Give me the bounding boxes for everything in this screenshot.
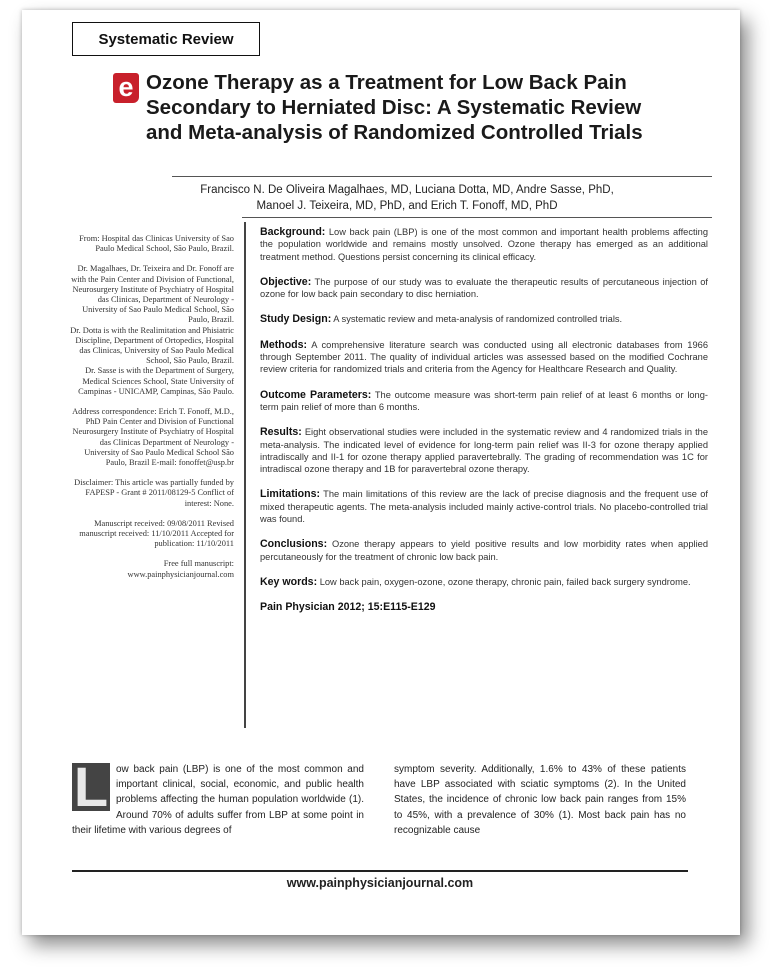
body-text-left: ow back pain (LBP) is one of the most common and important clinical, social, economic, and public health problems affecting the human population worldwide (1). Around 70% of adults suffer from LBP at some point in their lifetime with various degrees of bbox=[72, 764, 364, 836]
design-label: Study Design: bbox=[260, 313, 332, 326]
results-text: Eight observational studies were included in the systematic review and 4 randomized trials in the meta-analysis. The indicated level of evidence for long-term pain relief was II-3 for ozone therapy applied intradiscally and II-1 for ozone therapy applied paravertebrally. The grading of recommendation was 1C for intradiscal ozone therapy and 1B for paravertebral ozone therapy. bbox=[260, 427, 708, 475]
limitations-label: Limitations: bbox=[260, 488, 321, 501]
abstract-background bbox=[260, 226, 708, 263]
keywords-text: Low back pain, oxygen-ozone, ozone therapy, chronic pain, failed back surgery syndrome. bbox=[317, 576, 691, 587]
title-divider bbox=[172, 176, 712, 177]
keywords-label: Key words: bbox=[260, 575, 318, 588]
abstract-outcome bbox=[260, 389, 708, 414]
affiliation-note-2: Dr. Dotta is with the Realimitation and Phisiatric Discipline, Department of Ortopedics, Hospital das Clinicas, University of Sao Paulo Medical School, São Paulo, Brazil. bbox=[70, 325, 234, 366]
abstract-methods bbox=[260, 339, 708, 376]
disclaimer: Disclaimer: This article was partially funded by FAPESP - Grant # 2011/08129-5 Conflict of interest: None. bbox=[74, 478, 234, 508]
affiliation-note-1: Dr. Magalhaes, Dr. Teixeira and Dr. Fonoff are with the Pain Center and Division of Functional, Neurosurgery Institute of Psychiatry of Hospital das Clinicas, Department of Neurology - University of Sao Paulo Medical School, São Paulo, Brazil. bbox=[71, 264, 234, 325]
abstract-limitations bbox=[260, 488, 708, 525]
authors-divider bbox=[242, 217, 712, 218]
affiliation-note-3: Dr. Sasse is with the Department of Surgery, Medical Sciences School, State University of Campinas - UNICAMP, Campinas, São Paulo. bbox=[78, 366, 234, 396]
journal-citation: Pain Physician 2012; 15:E115-E129 bbox=[260, 601, 436, 614]
conclusions-text: Ozone therapy appears to yield positive results and low morbidity rates when applied percutaneously for the treatment of chronic low back pain. bbox=[260, 539, 708, 562]
abstract-conclusions bbox=[260, 538, 708, 563]
abstract bbox=[244, 222, 708, 728]
footer-divider bbox=[72, 870, 688, 872]
conclusions-label: Conclusions: bbox=[260, 538, 328, 551]
body-column-left bbox=[72, 755, 364, 838]
drop-cap: L bbox=[73, 755, 109, 818]
correspondence: Address correspondence: Erich T. Fonoff, M.D., PhD Pain Center and Division of Functional Neurosurgery Institute of Psychiatry of Hospital das Clinicas Department of Neurology - University of Sao Paulo Medical School São Paulo, Brazil E-mail: fonoffet@usp.br bbox=[72, 407, 234, 468]
abstract-design bbox=[260, 313, 708, 325]
abstract-results bbox=[260, 426, 708, 475]
manuscript-dates: Manuscript received: 09/08/2011 Revised manuscript received: 11/10/2011 Accepted for publication: 11/10/2011 bbox=[79, 518, 234, 549]
outcome-label: Outcome Parameters: bbox=[260, 388, 372, 401]
affiliation-from: From: Hospital das Clinicas University of Sao Paulo Medical School, São Paulo, Brazil. bbox=[79, 234, 234, 254]
footer-url: www.painphysicianjournal.com bbox=[286, 876, 474, 890]
article-body bbox=[72, 755, 686, 838]
results-label: Results: bbox=[260, 426, 302, 439]
paper-page bbox=[22, 10, 740, 935]
design-text: A systematic review and meta-analysis of randomized controlled trials. bbox=[331, 314, 623, 325]
background-label: Background: bbox=[260, 226, 326, 238]
methods-label: Methods: bbox=[260, 338, 308, 351]
background-text: Low back pain (LBP) is one of the most common and important health problems affecting the population worldwide and remains mostly unsolved. Ozone therapy has emerged as an additional treatment method. Questions persist concerning its clinical efficacy. bbox=[260, 227, 708, 262]
article-title: Ozone Therapy as a Treatment for Low Back Pain Secondary to Herniated Disc: A Systematic Review and Meta-analysis of Randomized Controlled Trials bbox=[146, 71, 643, 144]
methods-text: A comprehensive literature search was conducted using all electronic databases from 1966 through September 2011. The quality of individual articles was assessed based on the modified Cochrane review criteria for randomized trials and criteria from the Agency for Healthcare Research and Quality. bbox=[260, 339, 708, 375]
section-label: Systematic Review bbox=[72, 22, 260, 56]
objective-text: The purpose of our study was to evaluate the therapeutic results of percutaneous injection of ozone for low back pain secondary to disc herniation. bbox=[260, 276, 708, 300]
free-full-manuscript: Free full manuscript: www.painphysicianjournal.com bbox=[127, 559, 234, 579]
objective-label: Objective: bbox=[260, 275, 312, 288]
limitations-text: The main limitations of this review are the lack of precise diagnosis and the frequent use of mixed therapeutic agents. The meta-analysis included mainly active-control trials. No placebo-controlled trial was found. bbox=[260, 489, 708, 525]
affiliations-sidebar bbox=[70, 234, 234, 590]
outcome-text: The outcome measure was short-term pain relief of at least 6 months or long-term pain relief of more than 6 months. bbox=[260, 389, 708, 412]
body-column-right: symptom severity. Additionally, 1.6% to 43% of these patients have LBP associated with sciatic symptoms (2). In the United States, the incidence of chronic low back pain ranges from 15% to 45%, with a prevalence of 30% (1). Most back pain has no recognizable cause bbox=[394, 764, 686, 836]
author-list bbox=[172, 182, 642, 214]
abstract-objective bbox=[260, 276, 708, 301]
abstract-keywords bbox=[260, 576, 708, 588]
authors-line-2: Manoel J. Teixeira, MD, PhD, and Erich T. Fonoff, MD, PhD bbox=[256, 200, 558, 212]
authors-line-1: Francisco N. De Oliveira Magalhaes, MD, Luciana Dotta, MD, Andre Sasse, PhD, bbox=[200, 184, 614, 196]
epub-e-badge-icon: e bbox=[113, 73, 139, 103]
